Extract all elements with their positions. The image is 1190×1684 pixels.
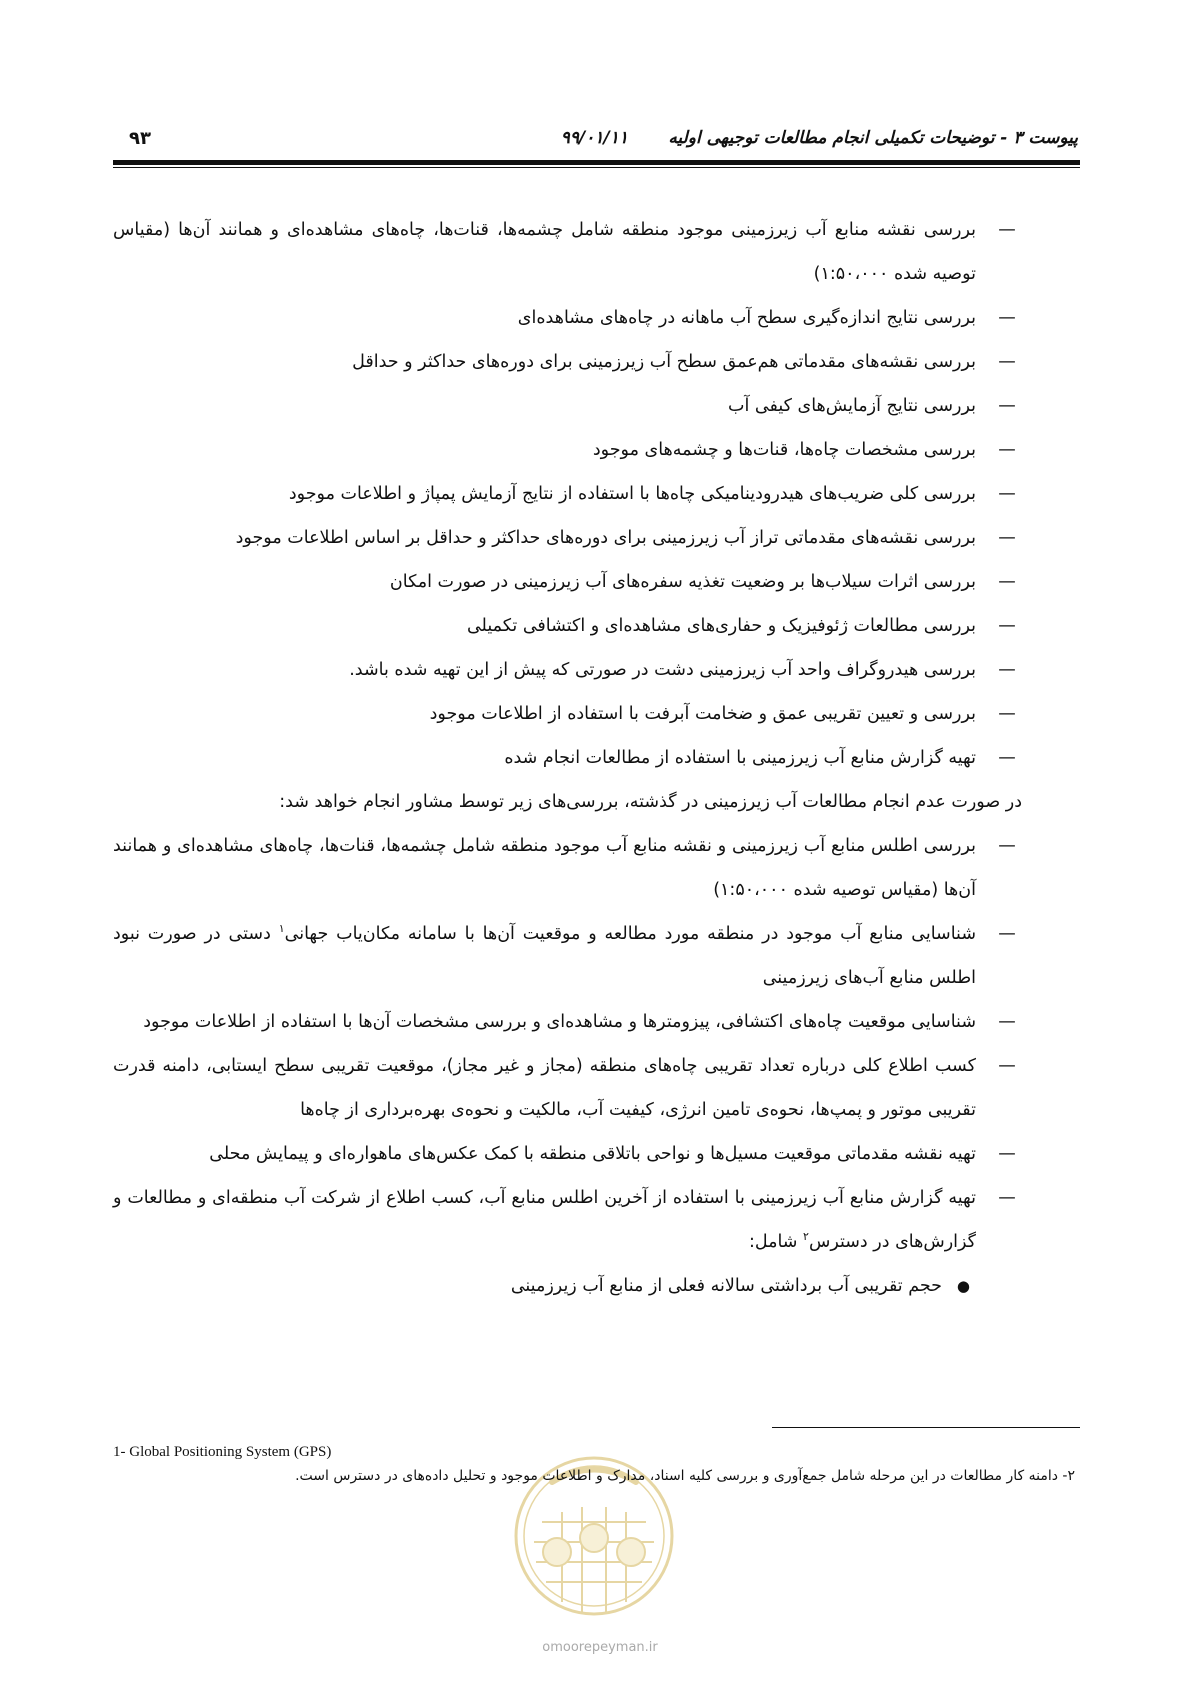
list-item: — بررسی نقشه‌های مقدماتی هم‌عمق سطح آب زیرزمینی برای دوره‌های حداکثر و حداقل bbox=[113, 340, 1022, 384]
dash-icon: — bbox=[998, 660, 1016, 680]
dash-icon: — bbox=[998, 1144, 1016, 1164]
footnote-2: ۲- دامنه کار مطالعات در این مرحله شامل جمع‌آوری و بررسی کلیه اسناد، مدارک و اطلاعات موجود و تحلیل داده‌های در دسترس است. bbox=[295, 1468, 1075, 1484]
list-item: — تهیه گزارش منابع آب زیرزمینی با استفاده از مطالعات انجام شده bbox=[113, 736, 1022, 780]
dash-icon: — bbox=[998, 704, 1016, 724]
dash-icon: — bbox=[998, 616, 1016, 636]
list-item: — بررسی هیدروگراف واحد آب زیرزمینی دشت در صورتی که پیش از این تهیه شده باشد. bbox=[113, 648, 1022, 692]
list-item: — بررسی نتایج اندازه‌گیری سطح آب ماهانه در چاه‌های مشاهده‌ای bbox=[113, 296, 1022, 340]
header-rule-thin bbox=[113, 167, 1080, 168]
dash-icon: — bbox=[998, 396, 1016, 416]
list-item: — شناسایی منابع آب موجود در منطقه مورد مطالعه و موقعیت آن‌ها با سامانه مکان‌یاب جهانی$^۱$ دستی در صورت نبود اطلس منابع آب‌های زیرزمینی bbox=[113, 912, 1022, 1000]
section-intro: در صورت عدم انجام مطالعات آب زیرزمینی در گذشته، بررسی‌های زیر توسط مشاور انجام خواهد شد: bbox=[279, 792, 1022, 812]
list-item: — بررسی کلی ضریب‌های هیدرودینامیکی چاه‌ها با استفاده از نتایج آزمایش پمپاژ و اطلاعات موجود bbox=[113, 472, 1022, 516]
dash-icon: — bbox=[998, 748, 1016, 768]
list-item: — تهیه گزارش منابع آب زیرزمینی با استفاده از آخرین اطلس منابع آب، کسب اطلاع از شرکت آب منطقه‌ای و مطالعات و گزارش‌های در دسترس$^۲$ شامل: bbox=[113, 1176, 1022, 1264]
dash-icon: — bbox=[998, 1056, 1016, 1076]
dash-icon: — bbox=[998, 484, 1016, 504]
header-rule-thick bbox=[113, 160, 1080, 165]
list-item: — بررسی مطالعات ژئوفیزیک و حفاری‌های مشاهده‌ای و اکتشافی تکمیلی bbox=[113, 604, 1022, 648]
page-number: ۹۳ bbox=[129, 128, 151, 149]
dash-icon: — bbox=[998, 1188, 1016, 1208]
bullet-icon: ● bbox=[956, 1277, 970, 1295]
list-item: — کسب اطلاع کلی درباره تعداد تقریبی چاه‌های منطقه (مجاز و غیر مجاز)، موقعیت تقریبی سطح ایستابی، دامنه قدرت تقریبی موتور و پمپ‌ها، نحوه‌ی تامین انرژی، کیفیت آب، مالکیت و نحوه‌ی بهره‌برداری از چاه‌ها bbox=[113, 1044, 1022, 1132]
dash-icon: — bbox=[998, 220, 1016, 240]
page-header bbox=[115, 128, 1078, 154]
footnote-1: 1- Global Positioning System (GPS) bbox=[113, 1444, 332, 1460]
dash-icon: — bbox=[998, 924, 1016, 944]
footnote-ref: ۲ bbox=[803, 1230, 809, 1244]
list-item: — تهیه نقشه مقدماتی موقعیت مسیل‌ها و نواحی باتلاقی منطقه با کمک عکس‌های ماهواره‌ای و پیمایش محلی bbox=[113, 1132, 1022, 1176]
dash-icon: — bbox=[998, 1012, 1016, 1032]
list-item: — شناسایی موقعیت چاه‌های اکتشافی، پیزومترها و مشاهده‌ای و بررسی مشخصات آن‌ها با استفاده از اطلاعات موجود bbox=[113, 1000, 1022, 1044]
dash-icon: — bbox=[998, 528, 1016, 548]
list-item: — بررسی مشخصات چاه‌ها، قنات‌ها و چشمه‌های موجود bbox=[113, 428, 1022, 472]
sub-list-item: ● حجم تقریبی آب برداشتی سالانه فعلی از منابع آب زیرزمینی bbox=[113, 1264, 1022, 1308]
footnote-ref: ۱ bbox=[278, 922, 285, 936]
list-item: — بررسی نقشه‌های مقدماتی تراز آب زیرزمینی برای دوره‌های حداکثر و حداقل بر اساس اطلاعات موجود bbox=[113, 516, 1022, 560]
list-item: — بررسی اثرات سیلاب‌ها بر وضعیت تغذیه سفره‌های آب زیرزمینی در صورت امکان bbox=[113, 560, 1022, 604]
list-item: — بررسی نقشه منابع آب زیرزمینی موجود منطقه شامل چشمه‌ها، قنات‌ها، چاه‌های مشاهده‌ای و همانند آن‌ها (مقیاس توصیه شده ۱:۵۰،۰۰۰) bbox=[113, 208, 1022, 296]
dash-icon: — bbox=[998, 836, 1016, 856]
footnote-rule bbox=[772, 1427, 1080, 1428]
dash-icon: — bbox=[998, 572, 1016, 592]
watermark-url: omoorepeyman.ir bbox=[542, 1640, 658, 1655]
list-item: — بررسی اطلس منابع آب زیرزمینی و نقشه منابع آب موجود منطقه شامل چشمه‌ها، قنات‌ها، چاه‌های مشاهده‌ای و همانند آن‌ها (مقیاس توصیه شده ۱:۵۰،۰۰۰) bbox=[113, 824, 1022, 912]
list-item: — بررسی نتایج آزمایش‌های کیفی آب bbox=[113, 384, 1022, 428]
dash-icon: — bbox=[998, 308, 1016, 328]
list-item: — بررسی و تعیین تقریبی عمق و ضخامت آبرفت با استفاده از اطلاعات موجود bbox=[113, 692, 1022, 736]
dash-icon: — bbox=[998, 352, 1016, 372]
header-title: پیوست ۳ - توضیحات تکمیلی انجام مطالعات توجیهی اولیه bbox=[668, 128, 1078, 148]
body-content bbox=[113, 208, 1022, 1308]
dash-icon: — bbox=[998, 440, 1016, 460]
header-date: ۹۹/۰۱/۱۱ bbox=[560, 128, 628, 148]
